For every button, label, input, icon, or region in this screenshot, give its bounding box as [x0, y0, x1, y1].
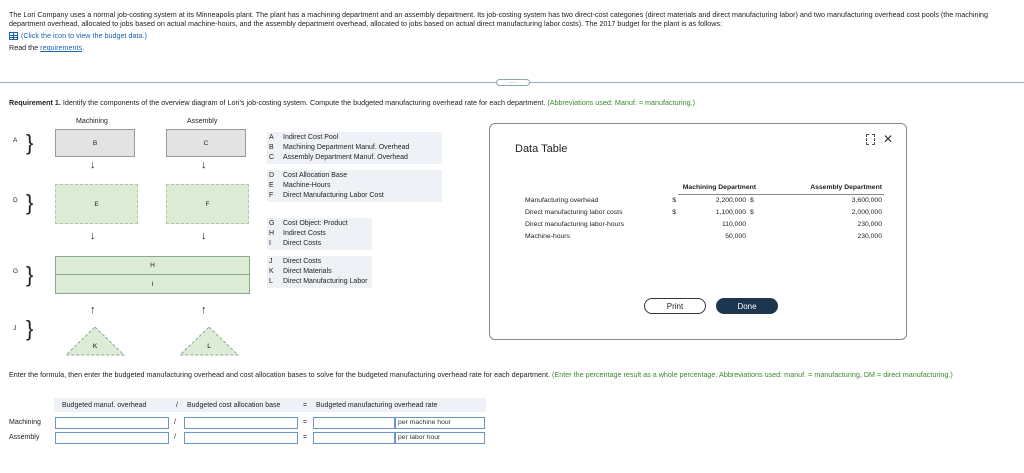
read-requirements: Read the requirements. [9, 43, 85, 52]
assembly-base-input[interactable] [184, 432, 298, 444]
legend-group-2 [267, 170, 442, 202]
minimize-icon[interactable] [866, 134, 875, 145]
brace-g: } [26, 262, 34, 287]
machining-unit: per machine hour [395, 417, 485, 429]
arrow-down-icon: ↓ [201, 159, 207, 171]
machining-rate-input[interactable] [313, 417, 395, 429]
formula-row-assembly: Assembly / = per labor hour [9, 432, 489, 446]
header-rate: Budgeted manufacturing overhead rate [316, 401, 438, 409]
header-base: Budgeted cost allocation base [187, 401, 281, 409]
row-label: Assembly [9, 434, 40, 441]
dialog-title: Data Table [515, 143, 568, 155]
budget-data-link[interactable] [9, 31, 147, 40]
legend-group-4 [267, 256, 372, 288]
box-f[interactable]: F [166, 184, 249, 224]
triangle-k[interactable] [64, 325, 126, 357]
header-overhead: Budgeted manuf. overhead [62, 401, 147, 409]
arrow-down-icon: ↓ [90, 230, 96, 242]
header-slash: / [176, 401, 178, 409]
legend-item: B Machining Department Manuf. Overhead [269, 144, 410, 151]
legend-item: G Cost Object: Product [269, 220, 348, 227]
col-assembly-label: Assembly [187, 118, 218, 125]
formula-row-machining: Machining / = per machine hour [9, 417, 489, 431]
box-b[interactable]: B [55, 129, 135, 157]
budget-table [523, 182, 884, 242]
table-row: Machine-hours 50,000 230,000 [525, 232, 882, 240]
header-assembly: Assembly Department [758, 182, 884, 194]
row-label-a: A [13, 137, 18, 144]
arrow-up-icon: ↑ [90, 304, 96, 316]
legend [267, 132, 442, 288]
expand-handle[interactable]: ..... [496, 79, 530, 86]
row-label-j: J [13, 325, 17, 332]
problem-intro: The Lori Company uses a normal job-costing system at its Minneapolis plant. The plant has a machining department and an assembly department. Its job-costing system has two direct-cost categories (direct materials and direct manufacturing labor) and two manufacturing overhead cost pools (the machining department overhead, allocated to jobs based on actual machine-hours, and the assembly department overhead, allocated to jobs based on actual direct manufacturing labor costs). The 2017 budget for the plant is as follows: [9, 10, 989, 28]
legend-item: C Assembly Department Manuf. Overhead [269, 154, 408, 161]
assembly-rate-input[interactable] [313, 432, 395, 444]
box-i[interactable]: I [151, 280, 154, 288]
legend-item: F Direct Manufacturing Labor Cost [269, 192, 384, 199]
col-machining-label: Machining [76, 118, 108, 125]
table-row: Direct manufacturing labor-hours 110,000 230,000 [525, 220, 882, 228]
header-equals: = [303, 401, 308, 409]
machining-overhead-input[interactable] [55, 417, 169, 429]
legend-item: J Direct Costs [269, 258, 322, 265]
legend-item: E Machine-Hours [269, 182, 331, 189]
assembly-overhead-input[interactable] [55, 432, 169, 444]
data-table-dialog [489, 123, 907, 340]
arrow-up-icon: ↑ [201, 304, 207, 316]
machining-base-input[interactable] [184, 417, 298, 429]
arrow-down-icon: ↓ [201, 230, 207, 242]
done-button[interactable]: Done [716, 298, 778, 314]
box-k: K [92, 343, 98, 350]
box-h[interactable]: H [56, 257, 249, 275]
legend-item: L Direct Manufacturing Labor [269, 278, 368, 285]
budget-data-link-text[interactable]: (Click the icon to view the budget data.) [21, 31, 147, 40]
box-l: L [207, 343, 211, 350]
product-box [55, 256, 250, 294]
assembly-unit: per labor hour [395, 432, 485, 444]
table-row: Manufacturing overhead $ 2,200,000 $ 3,600,000 [525, 196, 882, 204]
requirements-link[interactable]: requirements [40, 43, 83, 52]
legend-group-1 [267, 132, 442, 164]
row-label-g: G [13, 268, 19, 275]
formula-header [54, 398, 486, 412]
formula-instructions: Enter the formula, then enter the budgeted manufacturing overhead and cost allocation bases to solve for the budgeted manufacturing overhead rate for each department. (Enter the percentage result as a whole percentage. Abbreviations used: manuf. = manufacturing, DM = direct manufacturing.) [9, 370, 953, 379]
table-header-row [523, 182, 884, 194]
arrow-down-icon: ↓ [90, 159, 96, 171]
legend-item: H Indirect Costs [269, 230, 326, 237]
table-icon[interactable] [9, 32, 18, 40]
brace-a: } [26, 130, 34, 155]
box-c[interactable]: C [166, 129, 246, 157]
triangle-l[interactable] [178, 325, 240, 357]
legend-item: I Direct Costs [269, 240, 322, 247]
row-label: Machining [9, 419, 41, 426]
brace-d: } [26, 190, 34, 215]
legend-item: D Cost Allocation Base [269, 172, 348, 179]
legend-group-3 [267, 218, 372, 250]
requirement-text: Requirement 1. Identify the components of the overview diagram of Lori's job-costing system. Compute the budgeted manufacturing overhead rate for each department. (Abbreviations used: Manuf. = manufacturing.) [9, 98, 695, 107]
print-button[interactable]: Print [644, 298, 706, 314]
box-e[interactable]: E [55, 184, 138, 224]
row-label-d: D [13, 197, 18, 204]
close-icon[interactable]: ✕ [883, 132, 894, 146]
table-row: Direct manufacturing labor costs $ 1,100,000 $ 2,000,000 [525, 208, 882, 216]
brace-j: } [26, 316, 34, 341]
header-machining: Machining Department [678, 182, 758, 194]
legend-item: K Direct Materials [269, 268, 332, 275]
legend-item: A Indirect Cost Pool [269, 134, 339, 141]
